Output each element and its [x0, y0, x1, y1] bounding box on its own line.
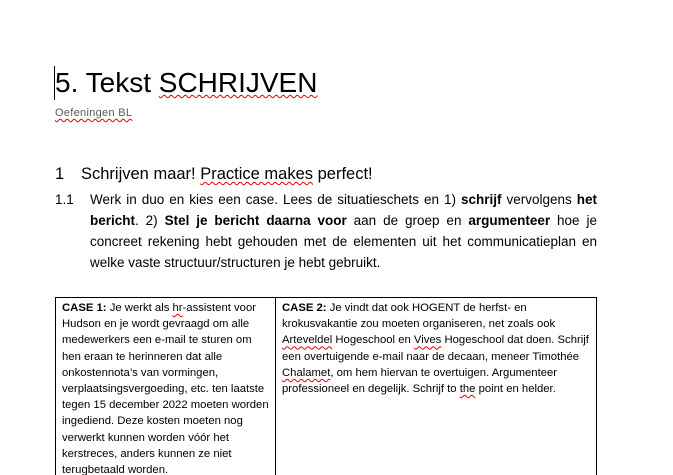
page-title[interactable]: [55, 64, 317, 102]
case-2-text-2: Arteveldel: [282, 334, 333, 347]
section-number: 1: [55, 165, 65, 183]
case-1-text-2: hr: [172, 302, 183, 314]
case-2-text-6: Chalamet: [282, 366, 331, 379]
instruction-paragraph[interactable]: [90, 189, 597, 273]
case-table: [55, 297, 597, 475]
para-bold-2: het bericht: [90, 192, 597, 228]
para-bold-3: Stel je bericht daarna voor: [164, 213, 347, 228]
para-seg-2: vervolgens: [501, 192, 577, 207]
section-heading-text-1: Schrijven maar!: [81, 165, 201, 183]
subtitle-text: Oefeningen BL: [55, 107, 133, 119]
page-subtitle[interactable]: [55, 106, 132, 120]
para-seg-1: Werk in duo en kies een case. Lees de situatieschets en 1): [90, 192, 461, 207]
case-1-label: CASE 1:: [62, 302, 107, 314]
case-2-text-4: Vives: [413, 334, 442, 347]
case-2-text-3: Hogeschool en: [332, 334, 414, 347]
case-1-cell[interactable]: [56, 298, 276, 475]
case-1-text-3: -assistent voor Hudson en je wordt gevraagd om alle medewerkers een e-mail te sturen om hen eraan te herinneren dat alle onkostennota’s van vormingen, verplaatsingsvergoeding, etc. ten laatste tegen 15 december 2022 moeten worden ingediend. Deze kosten moeten nog verwerkt kunnen worden vóór het kerstreces, anders kunnen ze niet terugbetaald worden.: [62, 302, 269, 475]
case-2-text-1: Je vindt dat ook HOGENT de herfst- en krokusvakantie zou moeten organiseren, net zoals ook: [282, 302, 556, 331]
para-seg-5: hoe je concreet rekening hebt gehouden met de elementen uit het communicatieplan en welke vaste structuur/structuren je hebt gebruikt.: [90, 213, 597, 270]
case-2-label: CASE 2:: [282, 302, 327, 314]
para-seg-4: aan de groep en: [346, 213, 469, 228]
case-2-text-5: Hogeschool dat doen. Schrijf een overtuigende e-mail naar de decaan, meneer Timothée: [282, 334, 589, 363]
para-bold-4: argumenteer: [468, 213, 551, 228]
paragraph-number: 1.1: [55, 192, 74, 207]
section-heading-text-2: Practice makes: [200, 165, 314, 183]
section-heading[interactable]: [55, 163, 373, 185]
case-2-text-8: the: [459, 383, 476, 396]
title-text: [55, 67, 317, 98]
title-text-part: 5. Tekst: [55, 67, 159, 98]
case-2-text-7: , om hem hiervan te overtuigen. Argumenteer professioneel en degelijk. Schrijf to: [282, 366, 558, 396]
case-1-text-1: Je werkt als: [106, 302, 173, 314]
table-row: [56, 298, 597, 475]
case-2-text-9: point en helder.: [475, 383, 556, 396]
case-2-cell[interactable]: [276, 298, 597, 475]
section-heading-text-3: perfect!: [313, 165, 373, 183]
para-bold-1: schrijf: [460, 192, 502, 207]
para-seg-3: . 2): [135, 213, 165, 228]
title-text-flagged: SCHRIJVEN: [158, 67, 318, 98]
